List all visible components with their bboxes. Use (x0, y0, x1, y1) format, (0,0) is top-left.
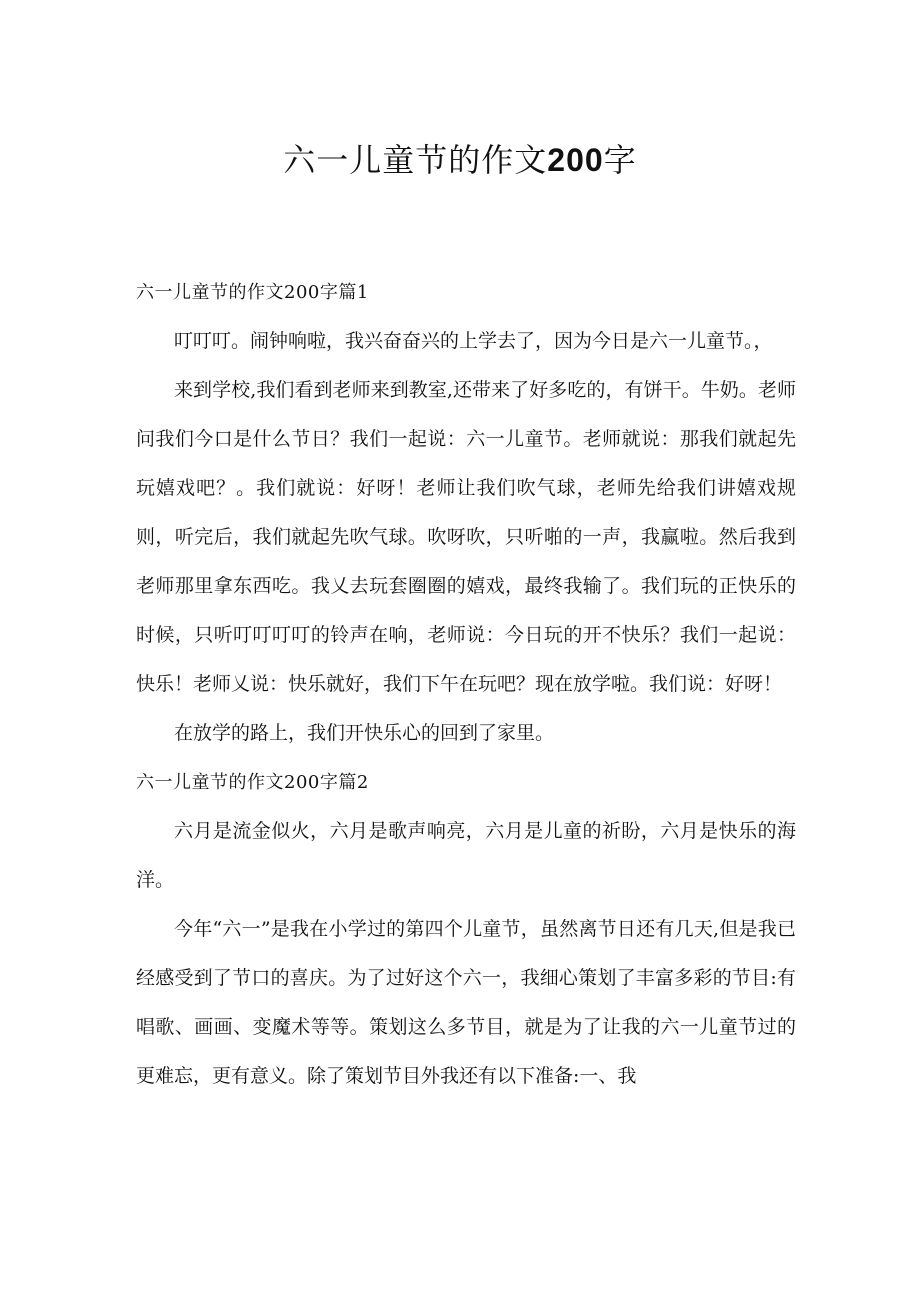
title-suffix: 字 (603, 141, 637, 179)
document-body (136, 268, 796, 1101)
section-1-paragraph-1: 叮叮叮。闹钟响啦，我兴奋奋兴的上学去了，因为今日是六一儿童节。， (174, 330, 773, 352)
section-2-heading: 六一儿童节的作文200字篇2 (136, 772, 369, 793)
section-2-paragraph-1: 六月是流金似火，六月是歌声响亮，六月是儿童的祈盼，六月是快乐的海洋。 (136, 820, 796, 891)
section-1-heading: 六一儿童节的作文200字篇1 (136, 282, 369, 303)
title-number: 200 (547, 142, 604, 178)
section-1-paragraph-2: 来到学校,我们看到老师来到教室,还带来了好多吃的，有饼干。牛奶。老师问我们今口是什么节日？我们一起说：六一儿童节。老师就说：那我们就起先玩嬉戏吧？。我们就说：好呀！老师让我们吹气球，老师先给我们讲嬉戏规则，听完后，我们就起先吹气球。吹呀吹，只听啪的一声，我赢啦。然后我到老师那里拿东西吃。我乂去玩套圈圈的嬉戏，最终我输了。我们玩的正快乐的时候，只听叮叮叮叮的铃声在响，老师说：今日玩的开不快乐？我们一起说：快乐！老师乂说：快乐就好，我们下午在玩吧？现在放学啦。我们说：好呀！ (136, 379, 796, 695)
document-title (0, 138, 920, 182)
title-text: 六一儿童节的作文 (283, 141, 548, 179)
section-1-paragraph-3: 在放学的路上，我们开快乐心的回到了家里。 (174, 722, 555, 744)
section-2-paragraph-2: 今年“六一”是我在小学过的第四个儿童节，虽然离节日还有几天,但是我已经感受到了节口的喜庆。为了过好这个六一，我细心策划了丰富多彩的节目:有唱歌、画画、变魔术等等。策划这么多节目，就是为了让我的六一儿童节过的更难忘，更有意义。除了策划节目外我还有以下准备:一、我 (136, 918, 796, 1087)
